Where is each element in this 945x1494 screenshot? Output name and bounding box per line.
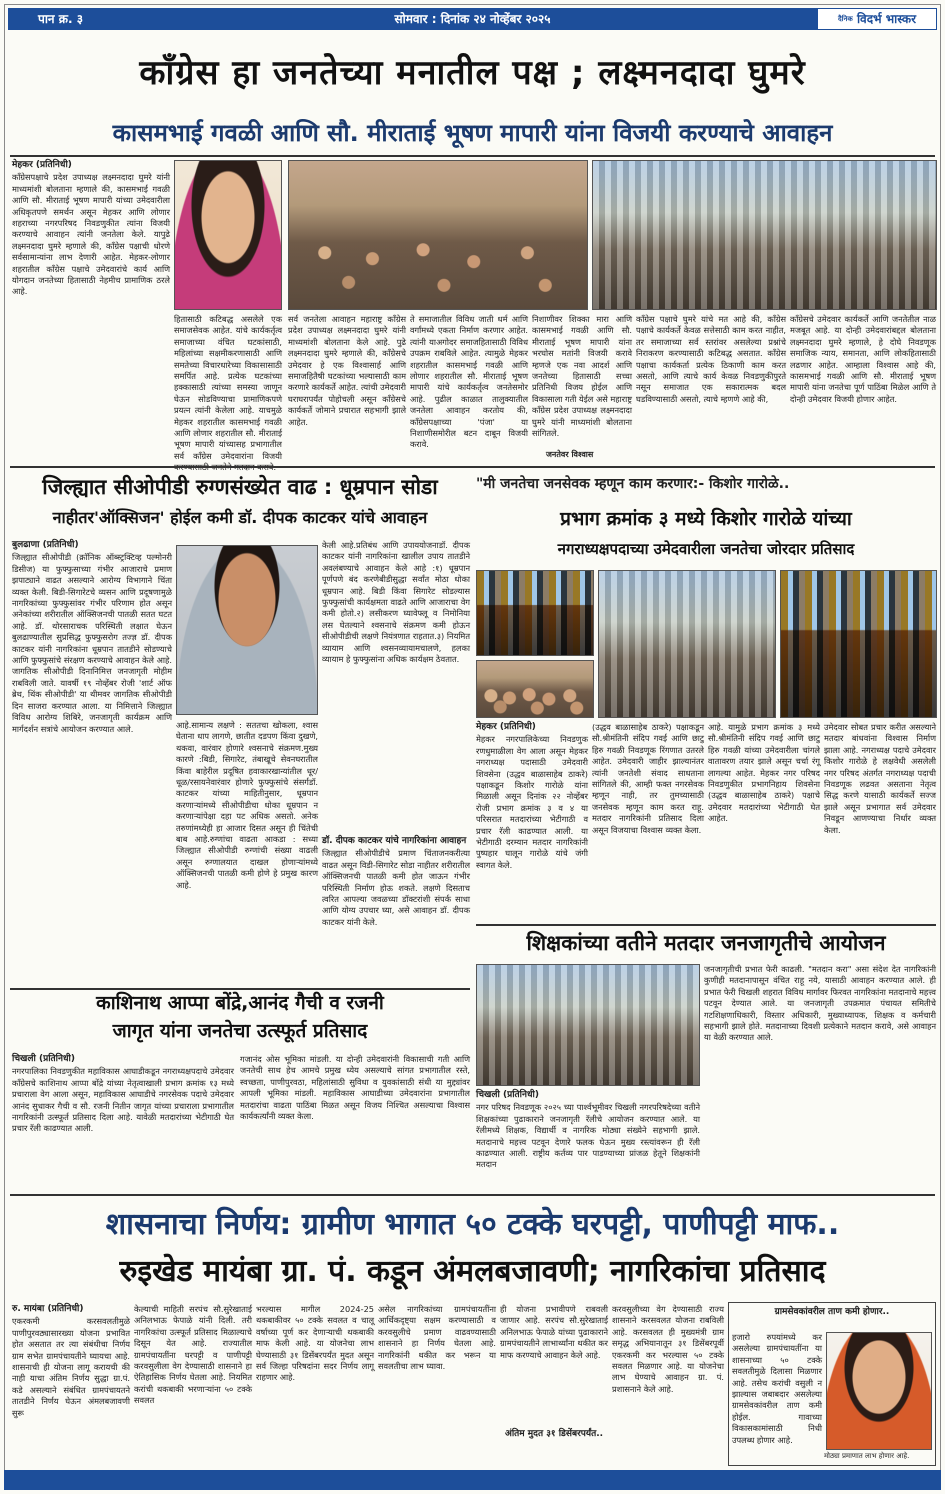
story1-col3 <box>288 314 406 460</box>
story3-col3-text: आहे. यामुळे प्रभाग क्रमांक ३ मध्ये सौ.श्रीमंतिनी संदिप गवई आणि छाटु हिरु गवळी यांच्या उमेदवारीला चांगले वातावरण तयार झाले असून चर्चा रंगू लागल्या आहेत. मेहकर नगर परिषद निवडणुकीत प्रभागनिहाय शिवसेना (उद्धव बाळासाहेब ठाकरे) पक्षाचे उमेदवार मतदारांच्या भेटीगाठी घेत आहेत. <box>708 722 820 824</box>
story6-col5-text: ही योजना प्रभावीपणे राबवली जाणार आहे. सरपंच सौ.सुरेखाताई अनिलभाऊ फेपाळे यांच्या पुढाकाराने ग्रामपंचायतीने लाभार्थ्यांना थकीत कर माफ करण्याचे आवाहन केले आहे. <box>500 1304 608 1360</box>
story2-byline: बुलढाणा (प्रतिनिधी) <box>12 540 79 550</box>
story4-col2 <box>704 964 936 1188</box>
story6-col4 <box>378 1304 496 1466</box>
rally-crowd-photo <box>598 570 776 718</box>
story2-col3 <box>322 540 470 830</box>
story3-col3 <box>708 722 820 920</box>
story6-col5 <box>500 1304 608 1426</box>
story3-byline: मेहकर (प्रतिनिधी) <box>476 722 536 732</box>
story2-col2 <box>176 720 318 984</box>
divider <box>10 1194 935 1196</box>
story6-deadline-text: अंतिम मुदत ३१ डिसेंबरपर्यंत.. <box>504 1429 604 1439</box>
story3-headline-a: प्रभाग क्रमांक ३ मध्ये किशोर गारोळे यांच्या <box>560 508 852 530</box>
divider <box>10 155 935 157</box>
story6-col3 <box>256 1304 374 1466</box>
story6-byline: रु. मायंबा (प्रतिनिधी) <box>12 1304 84 1314</box>
story4-col1b-text: राष्ट्रीय कर्तव्य पार पाडण्याच्या प्रांजळ हेतूने शिक्षकांनी मतदान <box>476 1148 700 1170</box>
story2-col3b <box>322 836 470 984</box>
story2-col2-text: आहे.सामान्य लक्षणे : सततचा खोकला, श्वास घेताना धाप लागणे, छातीत दडपण किंवा दुखणे, थकवा, वारंवार होणारे श्वसनाचे संक्रमण.मुख्य कारणे :बिडी, सिगारेट, तंबाखूचे सेवनघरातील किंवा बाहेरील प्रदूषित हवाकारखान्यांतील धूर/धूळ/रसायनेवारंवार होणारे फुफ्फुसांचे संसर्गडॉ. काटकर यांच्या माहितीनुसार, धूम्रपान करणाऱ्यांमध्ये सीओपीडीचा धोका धूम्रपान न करणाऱ्यांपेक्षा दहा पट अधिक असतो. अनेक तरुणांमध्येही हा आजार दिसत असून ही चिंतेची बाब आहे.रुग्णांचा वाढता आकडा : सध्या जिल्ह्यात सीओपीडी रुग्णांची संख्या वाढली असून रुग्णालयात दाखल होणाऱ्यांमध्ये ऑक्सिजनची पातळी कमी होणे हे प्रमुख कारण आहे. <box>176 720 318 890</box>
brand-small: दैनिक <box>837 14 853 23</box>
story6-box-title <box>732 1306 932 1330</box>
story1-col5-text: निशाणीवर शिक्का मारा आणि कासमभाई गवळी आणि सौ. मीराताई भूषण मापारी यांना भरघोस मतांनी विजयी करावे म्हणजे एक नवा आदर्श आणि जनतेच्या हितासाठी सच्चा प्रतिनिधी विजय होईल आणि विकासाला गती येईल असे महाराष्ट्र काँग्रेस प्रदेश उपाध्यक्ष लक्ष्मनदादा घुमरे यांनी माध्यमांशी बोलताना सांगितले. <box>532 314 632 439</box>
story1-col7-text: काँग्रेसचे उमेदवार कार्यकर्ते आणि जनतेतील नाळ मजबूत आहे. या दोन्ही उमेदवारांबद्दल बोलताना लक्ष्मनदादा घुमरे म्हणाले, हे दोघे निवडणूक समाजिक न्याय, समानता, आणि लोकहितासाठी लढणार आहेत. आम्हाला विश्वास आहे की, कासमभाई गवळी आणि सौ. मीराताई भूषण मापारी यांना जनतेचा पूर्ण पाठिंबा मिळेल आणि ते दोन्ही उमेदवार विजयी होणार आहेत. <box>790 314 936 404</box>
story1-col6-text: काँग्रेस पक्षाचे घुमरे यांचे मत आहे की, काँग्रेस पक्षाचे कार्यकर्ते केवळ सत्तेसाठी काम करत नाहीत, तर समाजाच्या सर्व स्तरांवर असलेल्या प्रश्नांचे निराकरण करण्यासाठी कटिबद्ध असतात. काँग्रेस पक्षाचा कार्यकर्ता प्रत्येक ठिकाणी काम करत असतो, आणि त्याचे कार्य केवळ निवडणुकीपुरते नसून समाजात एक सकारात्मक बदल घडविण्यासाठी असतो, त्याचे म्हणणे आहे की, <box>636 314 786 404</box>
story1-col1 <box>12 160 170 460</box>
story1-col2-text: हितासाठी कटिबद्ध असलेले एक समाजसेवक आहेत. यांचे कार्यकर्तृत्व समाजाच्या वंचित घटकांसाठी, महिलांच्या सक्षमीकरणासाठी आणि समतेच्या विचारधारेच्या विकासासाठी समर्पित आहे. प्रत्येक घटकांच्या हक्कासाठी त्यांच्या समस्या जाणून घेऊन सोडविण्याचा प्रामाणिकपणे प्रयत्न त्यांनी केलेला आहे. याचमुळे मेहकर शहरातील कासमभाई गवळी आणि लोणार शहरातील सौ. मीराताई भूषण मापारी यांच्यासह प्रभागातील सर्व काँग्रेस उमेदवारांना विजयी <box>174 314 282 461</box>
story1-byline: मेहकर (प्रतिनिधी) <box>12 160 72 170</box>
story5-col1-text: नगरपालिका निवडणुकीत महाविकास आघाडीकडून नगराध्यक्षपदाचे उमेदवार काँग्रेसचे काशिनाथ आप्पा बोंद्रे यांच्या नेतृत्वाखाली प्रभाग क्रमांक १३ मध्ये प्रचाराला वेग आला असून, महाविकास आघाडीचे नगरसेवक पदाचे उमेदवार आनंद सुधाकर गैची व सौ. रजनी नितीन जागृत यांच्या प्रचाराला प्रभागातील नागरिकांनी उत्स्फूर्त प्रतिसाद दिला आहे. यावेळी मतदारांच्या भेटीगाठी घेत प्रचार रॅली काढण्यात आली. <box>12 1066 234 1134</box>
story4-col2-text: जनजागृतीची प्रभात फेरी काढली. "मतदान करा" असा संदेश देत नागरिकांनी कुणीही मतदानापासून वंचित राहू नये, यासाठी आवाहन करण्यात आले. ही प्रभात फेरी चिखली शहरात विविध मार्गावर फिरवत नागरिकांना मतदानाचे महत्त्व पटवून देण्यात आले. या जनजागृती उपक्रमात पंचायत समितीचे गटशिक्षणाधिकारी, विस्तार अधिकारी, मुख्याध्यापक, शिक्षक व कर्मचारी सहभागी झाले होते. मतदानाच्या दिवशी प्रत्येकाने मतदान करावे, असे आवाहन या वेळी करण्यात आले. <box>704 964 936 1043</box>
story3-col1-text: मेहकर नगरपालिकेच्या निवडणुक रणधुमाळीला वेग आला असून मेहकर नगराध्यक्ष पदासाठी उमेदवारी शिवसेना (उद्धव बाळासाहेब ठाकरे) पक्षाकडून किशोर गारोळे यांना मिळाली असून दिनांक २२ नोव्हेंबर रोजी प्रभाग क्रमांक ३ व ४ या परिसरात मतदारांच्या भेटीगाठी व प्रचार रॅली काढण्यात आली. या भेटीगाठी दरम्यान मतदार नागरिकांनी पुष्पहार घालून गारोळे यांचे जंगी स्वागत केले. <box>476 734 588 870</box>
story6-col1 <box>12 1304 130 1466</box>
divider <box>10 988 470 990</box>
newspaper-logo <box>817 8 937 30</box>
story5-headline-a: काशिनाथ आप्पा बोंद्रे,आनंद गैची व रजनी <box>96 992 384 1014</box>
brand-name: विदर्भ भास्कर <box>856 12 917 26</box>
divider <box>476 924 936 926</box>
story5-col2 <box>240 1054 470 1188</box>
story3-col4 <box>824 722 936 920</box>
story3-col4-text: उमेदवार सोबत प्रचार करीत असल्याने मतदार बांधवांना विश्वास निर्माण झाला आहे. नगराध्यक्ष पदाचे उमेदवार किशोर गारोळे हे लक्षवेधी असलेली नगर परिषद अंतर्गत नगराध्यक्ष पदाची निवडणूक लढवत असताना नेतृत्व सिद्ध करणे यासाठी कार्यकर्ते सज्ज झाले असून प्रभागात सर्व उमेदवार निवडून आणण्याचा निर्धार व्यक्त केला. <box>824 722 936 835</box>
story5-headline-b: जागृत यांना जनतेचा उत्स्फूर्त प्रतिसाद <box>112 1020 368 1042</box>
story1-col7 <box>790 314 936 460</box>
story6-col1-text: एकरकमी करसवलतीमुळे पाणीपुरवठ्यासारख्या योजना प्रभावित होत असतात तर त्या संबंधीचा निर्णय ग्राम सभेत ग्रामपंचायतीने घ्यायचा आहे. शासनाची ही योजना लागू करायची की नाही याचा अंतिम निर्णय सुद्धा ग्रा.पं. कडे असल्याने संबंधित ग्रामपंचायतने तातडीने निर्णय घेऊन अंमलबजावणी सुरू <box>12 1316 130 1418</box>
story4-headline: शिक्षकांच्या वतीने मतदार जनजागृतीचे आयोजन <box>526 931 886 955</box>
doctor-portrait-photo <box>176 545 318 715</box>
story1-col1-text: काँग्रेसपक्षाचे प्रदेश उपाध्यक्ष लक्ष्मनदादा घुमरे यांनी माध्यमांशी बोलताना म्हणाले की, कासमभाई गवळी आणि सौ. मीराताई भूषण मापारी यांच्या उमेदवारीला अधिकृतपणे समर्थन असून मेहकर आणि लोणार शहराच्या नगरपरिषद निवडणुकीत त्यांना विजयी करण्याचे आवाहन त्यांनी जनतेला केले. यापुढे लक्ष्मनदादा घुमरे म्हणाले की, काँग्रेस पक्षाची धोरणे सर्वसामान्यांना लाभ देणारी आहेत. मेहकर-लोणार शहरातील काँग्रेस पक्षाचे उमेदवारांचे कार्य आणि योगदान जनतेच्या हितासाठी नेहमीच प्रामाणिक ठरले आहे. <box>12 172 170 297</box>
candidate-welcome-photo <box>780 570 937 718</box>
story2-col1-text: जिल्ह्यात सीओपीडी (क्रॉनिक ऑब्स्ट्रक्टिव्ह पल्मोनरी डिसीज) या फुफ्फुसाच्या गंभीर आजाराचे प्रमाण झपाट्याने वाढत असल्याने आरोग्य विभागाने चिंता व्यक्त केली. बिडी-सिगारेटचे व्यसन आणि प्रदूषणामुळे नागरिकांच्या फुफ्फुसांवर गंभीर परिणाम होत असून अनेकांच्या शरीरातील ऑक्सिजनची पातळी सतत घटत आहे. डॉ. थोरसाराचक परिस्थिती लक्षात घेऊन बुलढाण्यातील सुप्रसिद्ध फुफ्फुसरोग तज्ज्ञ डॉ. दीपक काटकर यांनी नागरिकांना धूम्रपान तातडीने सोडण्याचे आणि फुफ्फुसांचे संरक्षण करण्याचे आवाहन केले आहे. जागतिक सीओपीडी दिनानिमित्त जनजागृती मोहीम राबविली जाते. यावर्षी १९ नोव्हेंबर रोजी 'शार्ट ऑफ ब्रेथ, थिंक सीओपीडी' या थीमवर जागतिक सीओपीडी दिन साजरा करण्यात आला. या निमित्ताने जिल्ह्यात विविध आरोग्य शिबिरे, जनजागृती कार्यक्रम आणि मार्गदर्शन सत्रांचे आयोजन करण्यात आले. <box>12 552 172 734</box>
supporters-group-photo <box>476 660 594 718</box>
portrait-caption: मोठ्या प्रमाणात लाभ होणार आहे. <box>824 1452 910 1460</box>
story6-deadline <box>500 1428 608 1464</box>
story3-col2 <box>592 722 704 920</box>
story5-col2-text: गजानंद ओस भूमिका मांडली. या दोन्ही उमेदवारांनी विकासाची गती आणि जनतेची साथ हेच आमचे प्रमुख ध्येय असल्याचे सांगत प्रभागातील रस्ते, स्वच्छता, पाणीपुरवठा, महिलांसाठी सुविधा व युवकांसाठी संधी या मुद्द्यांवर आपली भूमिका मांडली. महाविकास आघाडीच्या उमेदवारांना प्रभागातील मतदारांचा वाढता पाठिंबा मिळत असून विजय निश्चित असल्याचा विश्वास कार्यकर्त्यांनी व्यक्त केला. <box>240 1054 470 1122</box>
footer-band <box>4 1470 941 1490</box>
story2-sub-byline: डॉ. दीपक काटकर यांचे नागरिकांना आवाहन <box>322 836 467 846</box>
story1-col4-text: ते समाजातील विविध जाती धर्म आणि वर्गांमध्ये एकता निर्माण करणार आहेत. त्यांनी याअगोदर समाजहितासाठी विविध उपक्रम राबविले आहेत. त्यामुळे मेहकर शहरातील कासमभाई गवळी आणि लोणार शहरातील सौ. मीराताई भूषण मापारी यांचे कार्यकर्तृत्व जनतेसमोर आहे. पुढील काळात तालुक्यातील जनतेला आवाहन करतोय की, काँग्रेसपक्षाच्या 'पंजा' या निशाणीसमोरील बटन दाबून विजयी करावे. <box>410 314 528 450</box>
story5-col1 <box>12 1054 234 1188</box>
rally-street-photo <box>476 570 594 656</box>
story4-byline: चिखली (प्रतिनिधी) <box>476 1090 539 1100</box>
story2-col3b-text: जिल्ह्यात सीओपीडीचे प्रमाण चिंताजनकरीत्या वाढत असून विडी-सिगारेट सोडा नाहीतर शरीरातील ऑक्सिजनची पातळी कमी होत जाऊन गंभीर परिस्थिती निर्माण होऊ शकते. लक्षणे दिसताच त्वरित आपल्या जवळच्या डॉक्टरांशी संपर्क साधा आणि योग्य उपचार घ्या, असे आवाहन डॉ. दीपक काटकर यांनी केले. <box>322 848 470 927</box>
story1-subhead: कासमभाई गवळी आणि सौ. मीराताई भूषण मापारी यांना विजयी करण्याचे आवाहन <box>112 119 833 147</box>
page-number: पान क्र. ३ <box>8 8 128 30</box>
story3-quote: "मी जनतेचा जनसेवक म्हणून काम करणार:- किशोर गारोळे.. <box>476 476 790 492</box>
sarpanch-portrait-photo <box>826 1332 932 1450</box>
story1-col2 <box>174 314 282 460</box>
story1-col5 <box>532 314 632 448</box>
candidate-portrait-photo <box>174 160 282 310</box>
story6-col6 <box>612 1304 724 1466</box>
story3-col2-text: (उद्धव बाळासाहेब ठाकरे) पक्षाकडून सौ.श्रीमंतिनी संदिप गवई आणि छाटु हिरु गवळी निवडणूक रिंगणात उतरले आहेत. उमेदवारी जाहीर झाल्यानंतर त्यांनी जनतेशी संवाद साधताना सांगितले की, आम्ही फक्त नगरसेवक म्हणून नाही, तर तुमच्यासाठी जनसेवक म्हणून काम करत राहू. मतदार नागरिकांनी प्रतिसाद दिला असून विजयाचा विश्वास व्यक्त केला. <box>592 722 704 835</box>
story6-col3-text: भरल्यास मागील 2024-25 थकबाकीवर ५० टक्के सवलत व चालू वर्षाच्या पूर्ण कर देणाऱ्याची थकबाकी माफ केली आहे. या योजनेचा लाभ घेण्यासाठी ३१ डिसेंबरपर्यंत मुदत असून सर्व जिल्हा परिषदांना सदर निर्णय लागू राहणार आहे. <box>256 1304 374 1383</box>
story6-col4-text: असेल नागरिकांच्या ग्रामपंचायतींना आर्थिकदृष्ट्या सक्षम करण्यासाठी व करवसुलीचे प्रमाण वाढवण्यासाठी शासनाने हा निर्णय घेतला आहे. नागरिकांनी थकीत कर भरून या सवलतीचा लाभ घ्यावा. <box>378 1304 496 1372</box>
story4-col1 <box>476 1090 700 1188</box>
issue-date: सोमवार : दिनांक २४ नोव्हेंबर २०२५ <box>128 8 817 30</box>
masthead <box>8 8 937 30</box>
awareness-rally-photo <box>476 964 700 1086</box>
story2-headline-a: जिल्ह्यात सीओपीडी रुग्णसंख्येत वाढ : धूम्रपान सोडा <box>42 475 438 499</box>
story1-headline: कॉंग्रेस हा जनतेच्या मनातील पक्ष ; लक्ष्मनदादा घुमरे <box>139 53 806 93</box>
story2-headline-b: नाहीतर'ऑक्सिजन' होईल कमी डॉ. दीपक काटकर यांचे आवाहन <box>52 508 428 527</box>
story2-col1 <box>12 540 172 984</box>
story6-box-title-text: ग्रामसेवकांवरील ताण कमी होणार.. <box>774 1307 890 1317</box>
story6-col6-text: करवसुलीच्या वेग देण्यासाठी राज्य शासनाने करसवलत योजना राबविली आहे. करसवलत ही मुख्यमंत्री ग्राम समृद्ध अभियानातून ३१ डिसेंबरपूर्वी एकरकमी कर भरल्यास ५० टक्के सवलत मिळणार आहे. या योजनेचा लाभ घेण्याचे आवाहन ग्रा. पं. प्रशासनाने केले आहे. <box>612 1304 724 1394</box>
story6-col2-text: केल्याची माहिती सरपंच सौ.सुरेखाताई अनिलभाऊ फेपाळे यांनी दिली. तरी नागरिकांचा उत्स्फूर्त प्रतिसाद मिळाल्याचे दिसून येत आहे. राज्यातील ग्रामपंचायतींना घरपट्टी व पाणीपट्टी करवसुलीला वेग देण्यासाठी शासनाने हा ऐतिहासिक निर्णय घेतला आहे. नियमित करांची थकबाकी भरणाऱ्यांना ५० टक्के सवलत <box>134 1304 252 1406</box>
story4-col1-text: नगर परिषद निवडणूक २०२५ च्या पार्श्वभूमीवर चिखली नगरपरिषदेच्या वतीने शिक्षकांच्या पुढाकाराने जनजागृती रॅलीचे आयोजन करण्यात आले. या रॅलीमध्ये शिक्षक, विद्यार्थी व नागरिक मोठ्या संख्येने सहभागी झाले. मतदानाचे महत्त्व पटवून देणारे फलक घेऊन मुख्य रस्त्यांवरून ही रॅली काढण्यात आली. <box>476 1102 700 1159</box>
story6-col7-text: हजारो रुपयांमध्ये कर असलेल्या ग्रामपंचायतींना या शासनाच्या ५० टक्के सवलतीमुळे दिलासा मिळणार आहे. तसेच करांची वसुली न झाल्यास जबाबदार असलेल्या ग्रामसेवकांवरील ताण कमी होईल. गावाच्या विकासकामांसाठी निधी उपलब्ध होणार आहे. <box>732 1332 822 1445</box>
divider <box>10 466 935 468</box>
story3-col1 <box>476 722 588 920</box>
story6-headline-a: शासनाचा निर्णय: ग्रामीण भागात ५० टक्के घरपट्टी, पाणीपट्टी माफ.. <box>105 1207 840 1242</box>
campaign-event-photo <box>592 160 937 310</box>
story6-col7 <box>732 1332 822 1464</box>
story5-byline: चिखली (प्रतिनिधी) <box>12 1054 75 1064</box>
story1-col3-text: सर्व जनतेला आवाहन महाराष्ट्र काँग्रेस प्रदेश उपाध्यक्ष लक्ष्मनदादा घुमरे यांनी माध्यमांशी बोलताना केले आहे. पुढे लक्ष्मनदादा घुमरे म्हणाले की, काँग्रेसचे उमेदवार हे एक विश्वासार्ह आणि समाजहितैषी घटकांच्या भल्यासाठी काम करणारे कार्यकर्ते आहेत. त्यांची उमेदवारी घराघरापर्यंत पोहोचली असून काँग्रेसचे कार्यकर्ते जोमाने प्रचारात सहभागी झाले आहेत. <box>288 314 406 427</box>
photo-caption: जनतेवर विश्वास <box>546 450 594 459</box>
story1-col4 <box>410 314 528 460</box>
story6-col2 <box>134 1304 252 1466</box>
story1-col6 <box>636 314 786 460</box>
story2-col3-text: केली आहे.प्रतिबंध आणि उपाययोजनाडॉ. दीपक काटकर यांनी नागरिकांना खालील उपाय तातडीने अवलंबण्याचे आवाहन केले आहे :१) धूम्रपान पूर्णपणे बंद करणेबीडीसुद्धा सर्वांत मोठा धोका धूम्रपान आहे. बिडी किंवा सिगारेट सोडल्यास फुफ्फुसांची कार्यक्षमता वाढते आणि आजाराचा वेग कमी होतो.२) लसीकरण घ्यावेफ्लू व निमोनिया लस घेतल्याने श्वसनाचे संक्रमण कमी होऊन सीओपीडीची लक्षणे नियंत्रणात राहतात.३) नियमित व्यायाम आणि श्वसनव्यायामचालणे, हलका व्यायाम हे फुफ्फुसांना अधिक कार्यक्षम ठेवतात. <box>322 540 470 665</box>
rally-meeting-photo <box>288 160 588 310</box>
story6-headline-b: रुइखेड मायंबा ग्रा. पं. कडून अंमलबजावणी; नागरिकांचा प्रतिसाद <box>119 1254 826 1289</box>
story3-headline-b: नगराध्यक्षपदाच्या उमेदवारीला जनतेचा जोरदार प्रतिसाद <box>557 540 855 558</box>
